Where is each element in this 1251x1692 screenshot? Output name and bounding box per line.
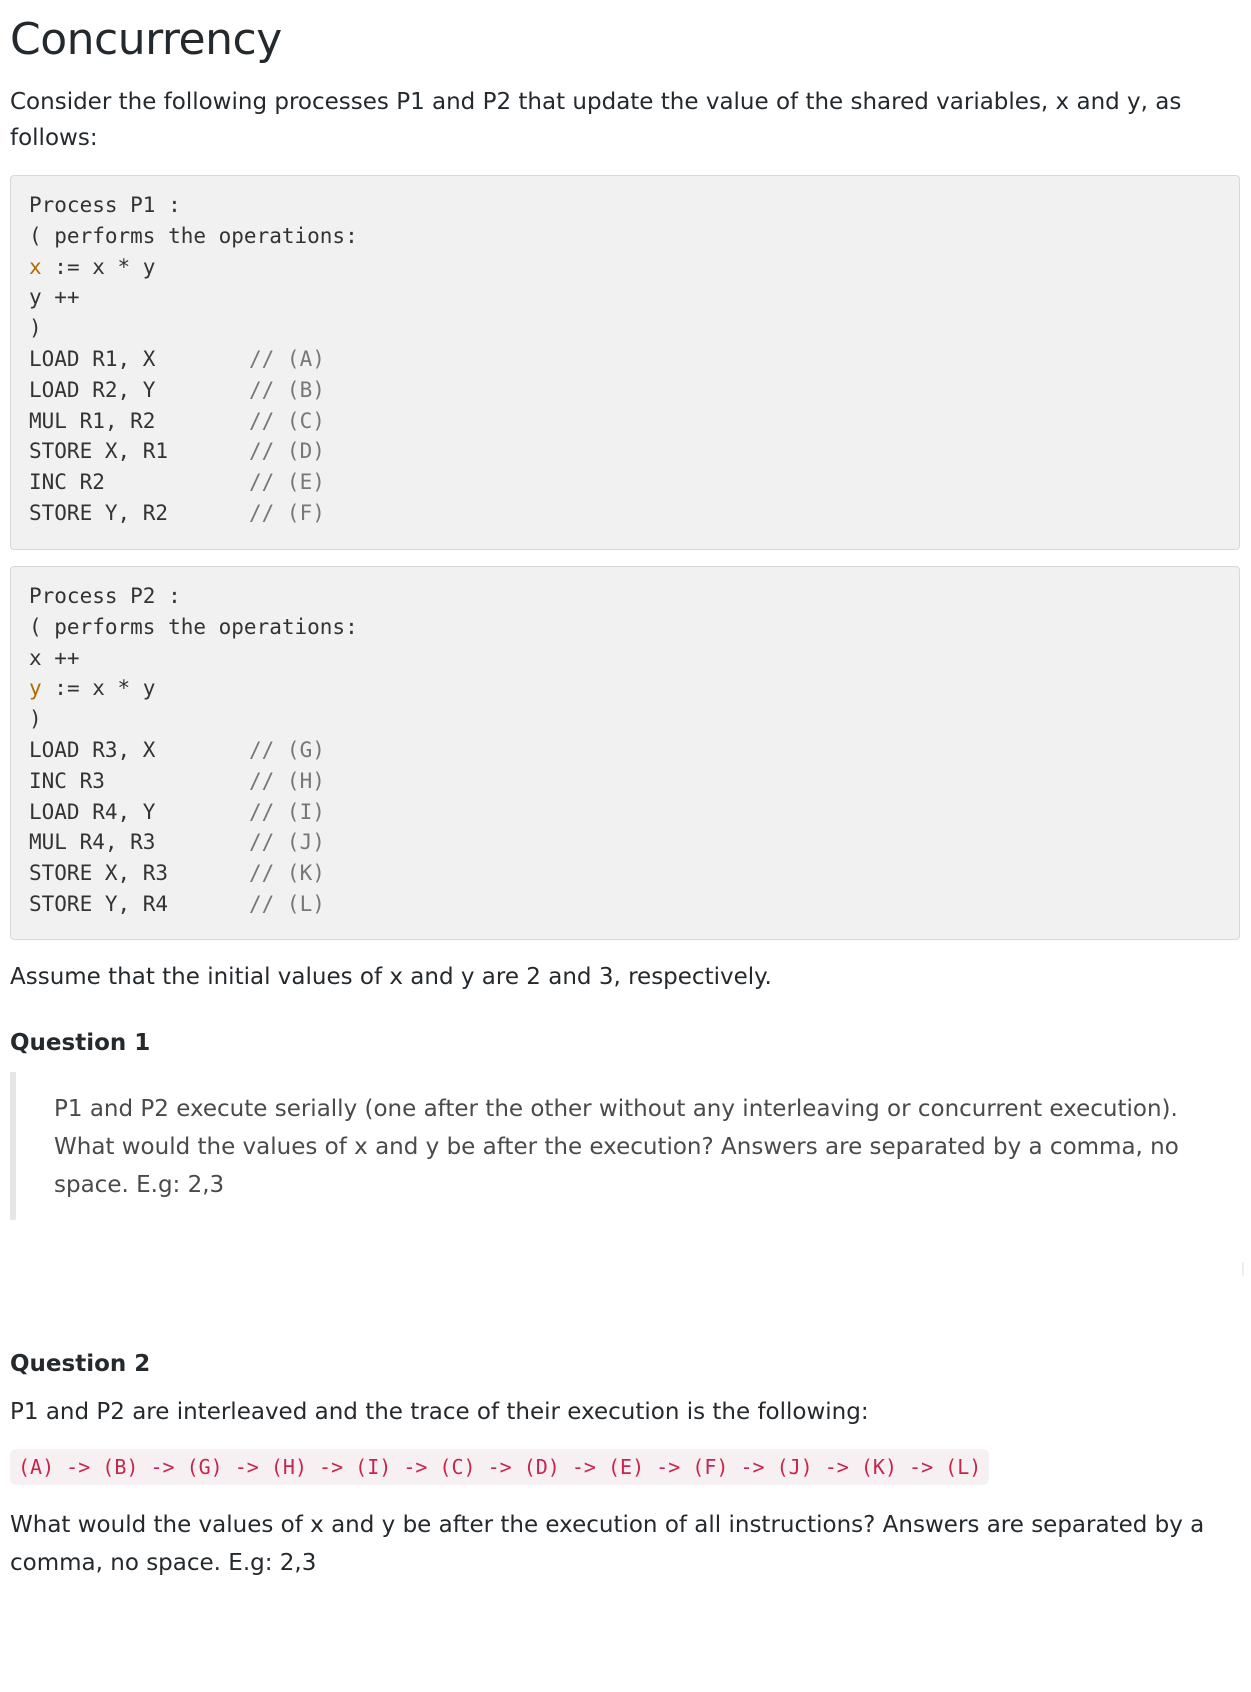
process-p2-code-block [10, 566, 1240, 940]
p2-op1-line: x ++ [29, 645, 80, 670]
execution-trace: (A) -> (B) -> (G) -> (H) -> (I) -> (C) -> (D) -> (E) -> (F) -> (J) -> (K) -> (L) [10, 1449, 989, 1485]
p2-comment: // (K) [249, 861, 325, 886]
p1-performs-line: ( performs the operations: [29, 223, 358, 248]
p2-instruction: STORE Y, R4 [29, 891, 169, 916]
p2-comment: // (H) [249, 768, 325, 793]
p1-instruction-line [29, 375, 1221, 406]
p2-op2-var: y [29, 676, 42, 701]
p1-instruction: MUL R1, R2 [29, 408, 156, 433]
question-2-intro: P1 and P2 are interleaved and the trace of their execution is the following: [10, 1399, 869, 1425]
p1-comment: // (F) [249, 500, 325, 525]
p2-instruction: STORE X, R3 [29, 861, 169, 886]
page-title: Concurrency [10, 14, 282, 65]
p1-comment: // (B) [249, 377, 325, 402]
p1-comment: // (C) [249, 408, 325, 433]
p1-instruction-line [29, 467, 1221, 498]
divider [1242, 1262, 1244, 1276]
p2-instruction-line [29, 858, 1221, 889]
p2-comment: // (L) [249, 891, 325, 916]
p1-instruction-line [29, 406, 1221, 437]
p2-comment: // (J) [249, 830, 325, 855]
p1-instruction: STORE X, R1 [29, 439, 169, 464]
p1-instruction: INC R2 [29, 470, 105, 495]
p2-comment: // (I) [249, 799, 325, 824]
assumption-text: Assume that the initial values of x and y are 2 and 3, respectively. [10, 964, 772, 990]
question-1-heading: Question 1 [10, 1030, 151, 1056]
p1-op2-line: y ++ [29, 285, 80, 310]
p1-close-line: ) [29, 316, 42, 341]
p2-instruction-line [29, 797, 1221, 828]
p1-comment: // (D) [249, 439, 325, 464]
p1-instruction-line [29, 436, 1221, 467]
p2-instruction-line [29, 766, 1221, 797]
p2-op2-rest: := x * y [41, 676, 156, 701]
p1-op1-var: x [29, 254, 42, 279]
p1-instruction-line [29, 344, 1221, 375]
p2-op2-line [29, 673, 1221, 704]
question-1-blockquote [10, 1072, 1235, 1220]
p1-instruction: STORE Y, R2 [29, 500, 169, 525]
p2-instruction-line [29, 889, 1221, 920]
question-2-text: What would the values of x and y be after the execution of all instructions? Answers are separated by a comma, no space. E.g: 2,3 [10, 1512, 1205, 1576]
p1-comment: // (E) [249, 470, 325, 495]
p2-comment: // (G) [249, 737, 325, 762]
p1-header-line: Process P1 : [29, 193, 181, 217]
p2-close-line: ) [29, 707, 42, 732]
question-2-heading: Question 2 [10, 1351, 151, 1377]
p1-op1-rest: := x * y [41, 254, 156, 279]
p1-instruction: LOAD R2, Y [29, 377, 156, 402]
p2-instruction: MUL R4, R3 [29, 830, 156, 855]
p2-instruction-line [29, 735, 1221, 766]
p2-instruction: LOAD R3, X [29, 737, 156, 762]
p2-performs-line: ( performs the operations: [29, 614, 358, 639]
p1-instruction: LOAD R1, X [29, 346, 156, 371]
p2-instruction-line [29, 827, 1221, 858]
process-p1-code-block [10, 175, 1240, 550]
p1-comment: // (A) [249, 346, 325, 371]
p1-instruction-line [29, 498, 1221, 529]
question-1-text: P1 and P2 execute serially (one after the other without any interleaving or concurrent execution). What would the values of x and y be after the execution? Answers are separated by a comma, no space. E.g: 2,3 [54, 1096, 1179, 1198]
p2-instruction: INC R3 [29, 768, 105, 793]
intro-paragraph: Consider the following processes P1 and P2 that update the value of the shared variables, x and y, as follows: [10, 89, 1182, 151]
p2-instruction: LOAD R4, Y [29, 799, 156, 824]
p1-op1-line [29, 252, 1221, 283]
p2-header-line: Process P2 : [29, 584, 181, 608]
